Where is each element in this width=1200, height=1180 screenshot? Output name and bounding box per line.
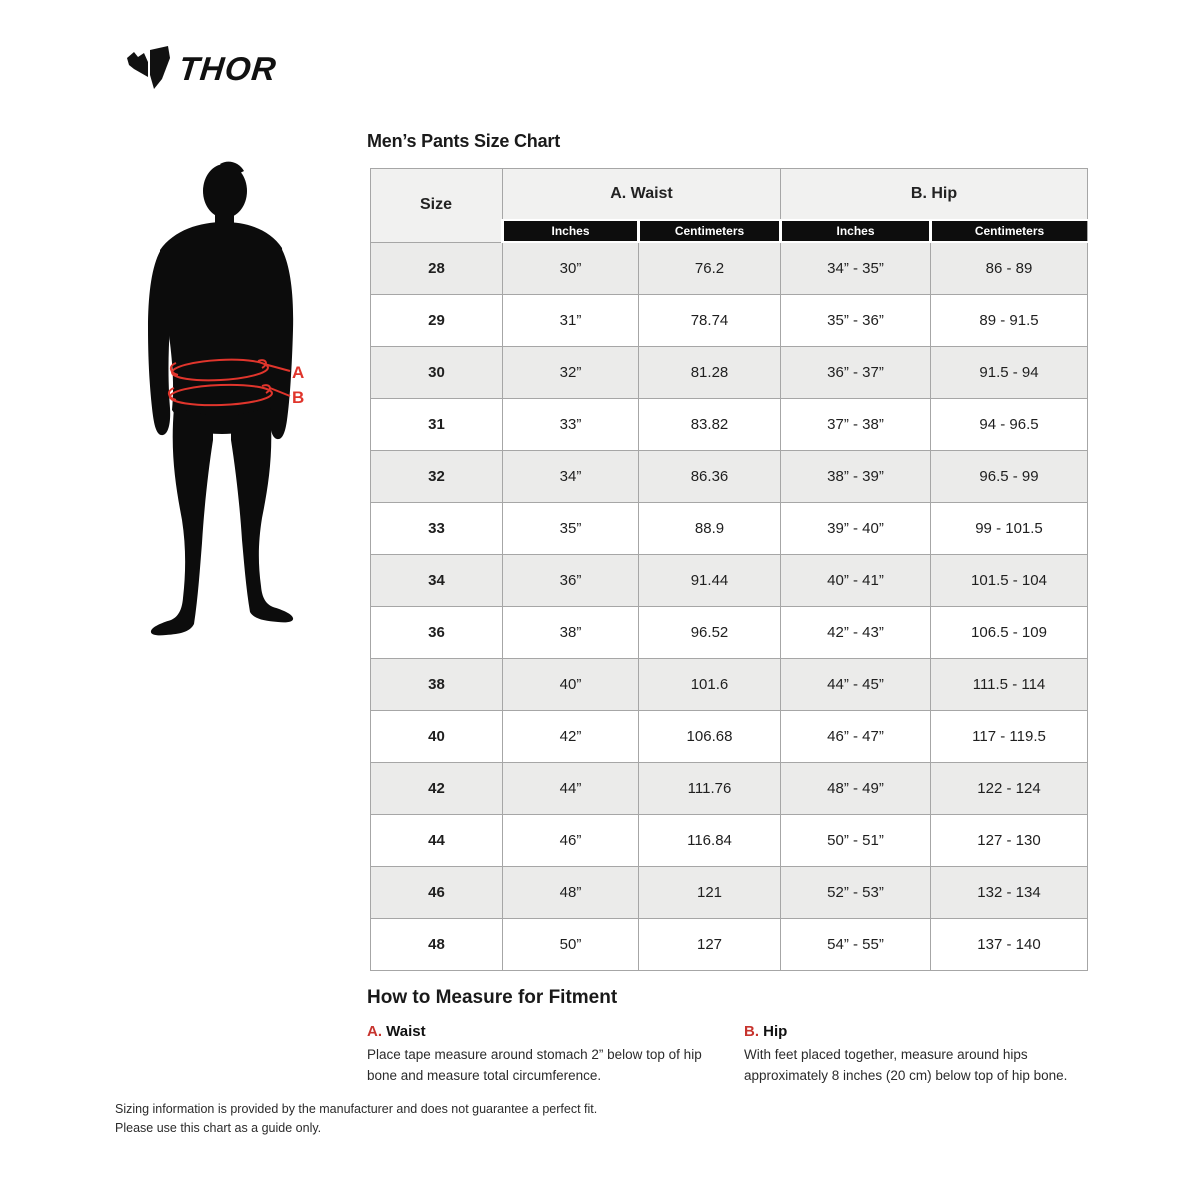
waist-centimeters-cell: 88.9 xyxy=(639,503,781,555)
size-cell: 36 xyxy=(371,607,503,659)
subheader-hip-inches: Inches xyxy=(781,220,931,242)
size-table-body xyxy=(371,242,1088,971)
waist-centimeters-cell: 111.76 xyxy=(639,763,781,815)
waist-inches-cell: 31” xyxy=(503,295,639,347)
waist-inches-cell: 32” xyxy=(503,347,639,399)
size-cell: 30 xyxy=(371,347,503,399)
disclaimer-line-2: Please use this chart as a guide only. xyxy=(115,1121,322,1136)
hip-inches-cell: 40” - 41” xyxy=(781,555,931,607)
hip-centimeters-cell: 91.5 - 94 xyxy=(931,347,1088,399)
subheader-waist-centimeters: Centimeters xyxy=(639,220,781,242)
hip-centimeters-cell: 117 - 119.5 xyxy=(931,711,1088,763)
brand-wordmark: THOR xyxy=(177,50,279,87)
waist-centimeters-cell: 76.2 xyxy=(639,242,781,295)
measure-waist-name: Waist xyxy=(386,1023,426,1040)
hip-centimeters-cell: 94 - 96.5 xyxy=(931,399,1088,451)
table-row xyxy=(371,451,1088,503)
waist-inches-cell: 50” xyxy=(503,919,639,971)
waist-centimeters-cell: 101.6 xyxy=(639,659,781,711)
hip-centimeters-cell: 111.5 - 114 xyxy=(931,659,1088,711)
size-cell: 40 xyxy=(371,711,503,763)
size-chart-table xyxy=(370,168,1088,971)
size-cell: 48 xyxy=(371,919,503,971)
measure-instructions-waist xyxy=(367,1023,735,1087)
table-row xyxy=(371,295,1088,347)
waist-inches-cell: 34” xyxy=(503,451,639,503)
thor-emblem-icon xyxy=(125,44,171,94)
page-title: Men’s Pants Size Chart xyxy=(367,131,560,151)
subheader-hip-centimeters: Centimeters xyxy=(931,220,1088,242)
size-cell: 38 xyxy=(371,659,503,711)
measure-hip-key: B. xyxy=(744,1023,759,1040)
hip-inches-cell: 54” - 55” xyxy=(781,919,931,971)
waist-centimeters-cell: 86.36 xyxy=(639,451,781,503)
size-cell: 34 xyxy=(371,555,503,607)
hip-inches-cell: 34” - 35” xyxy=(781,242,931,295)
measure-instructions-hip xyxy=(744,1023,1096,1087)
table-row xyxy=(371,347,1088,399)
column-header-waist: A. Waist xyxy=(503,169,781,221)
howto-title: How to Measure for Fitment xyxy=(367,987,618,1008)
hip-centimeters-cell: 99 - 101.5 xyxy=(931,503,1088,555)
waist-centimeters-cell: 81.28 xyxy=(639,347,781,399)
hip-inches-cell: 35” - 36” xyxy=(781,295,931,347)
measure-waist-key: A. xyxy=(367,1023,382,1040)
table-row xyxy=(371,763,1088,815)
size-cell: 29 xyxy=(371,295,503,347)
waist-centimeters-cell: 83.82 xyxy=(639,399,781,451)
waist-centimeters-cell: 106.68 xyxy=(639,711,781,763)
table-row xyxy=(371,399,1088,451)
waist-centimeters-cell: 116.84 xyxy=(639,815,781,867)
waist-inches-cell: 38” xyxy=(503,607,639,659)
waist-inches-cell: 48” xyxy=(503,867,639,919)
waist-centimeters-cell: 78.74 xyxy=(639,295,781,347)
column-header-size: Size xyxy=(371,169,503,243)
hip-inches-cell: 39” - 40” xyxy=(781,503,931,555)
hip-centimeters-cell: 127 - 130 xyxy=(931,815,1088,867)
hip-inches-cell: 37” - 38” xyxy=(781,399,931,451)
size-cell: 31 xyxy=(371,399,503,451)
waist-label-a: A xyxy=(292,363,305,382)
hip-centimeters-cell: 122 - 124 xyxy=(931,763,1088,815)
hip-inches-cell: 38” - 39” xyxy=(781,451,931,503)
size-cell: 42 xyxy=(371,763,503,815)
hip-inches-cell: 42” - 43” xyxy=(781,607,931,659)
table-row xyxy=(371,607,1088,659)
disclaimer-line-1: Sizing information is provided by the manufacturer and does not guarantee a perfect fit. xyxy=(115,1102,598,1116)
waist-inches-cell: 30” xyxy=(503,242,639,295)
table-row xyxy=(371,555,1088,607)
size-cell: 28 xyxy=(371,242,503,295)
hip-inches-cell: 36” - 37” xyxy=(781,347,931,399)
hip-inches-cell: 46” - 47” xyxy=(781,711,931,763)
waist-centimeters-cell: 121 xyxy=(639,867,781,919)
subheader-waist-inches: Inches xyxy=(503,220,639,242)
waist-inches-cell: 46” xyxy=(503,815,639,867)
waist-inches-cell: 42” xyxy=(503,711,639,763)
waist-centimeters-cell: 127 xyxy=(639,919,781,971)
size-cell: 32 xyxy=(371,451,503,503)
measure-waist-text: Place tape measure around stomach 2” below top of hip bone and measure total circumference. xyxy=(367,1047,702,1084)
hip-inches-cell: 48” - 49” xyxy=(781,763,931,815)
measure-hip-heading xyxy=(744,1023,1096,1040)
size-cell: 44 xyxy=(371,815,503,867)
hip-inches-cell: 52” - 53” xyxy=(781,867,931,919)
table-row xyxy=(371,919,1088,971)
waist-inches-cell: 33” xyxy=(503,399,639,451)
column-header-hip: B. Hip xyxy=(781,169,1088,221)
table-row xyxy=(371,867,1088,919)
table-row xyxy=(371,242,1088,295)
brand-logo xyxy=(125,44,277,94)
hip-inches-cell: 50” - 51” xyxy=(781,815,931,867)
hip-centimeters-cell: 89 - 91.5 xyxy=(931,295,1088,347)
waist-centimeters-cell: 91.44 xyxy=(639,555,781,607)
measure-hip-name: Hip xyxy=(763,1023,788,1040)
sizing-disclaimer xyxy=(115,1100,597,1139)
hip-centimeters-cell: 132 - 134 xyxy=(931,867,1088,919)
hip-label-b: B xyxy=(292,388,305,407)
hip-inches-cell: 44” - 45” xyxy=(781,659,931,711)
waist-centimeters-cell: 96.52 xyxy=(639,607,781,659)
measure-hip-text: With feet placed together, measure around hips approximately 8 inches (20 cm) below top of hip bone. xyxy=(744,1047,1068,1084)
measure-waist-heading xyxy=(367,1023,735,1040)
table-row xyxy=(371,711,1088,763)
hip-centimeters-cell: 101.5 - 104 xyxy=(931,555,1088,607)
table-row xyxy=(371,503,1088,555)
hip-centimeters-cell: 86 - 89 xyxy=(931,242,1088,295)
waist-inches-cell: 35” xyxy=(503,503,639,555)
hip-centimeters-cell: 137 - 140 xyxy=(931,919,1088,971)
table-row xyxy=(371,815,1088,867)
waist-inches-cell: 40” xyxy=(503,659,639,711)
waist-inches-cell: 36” xyxy=(503,555,639,607)
hip-centimeters-cell: 96.5 - 99 xyxy=(931,451,1088,503)
body-silhouette-figure xyxy=(140,158,315,663)
size-cell: 33 xyxy=(371,503,503,555)
table-row xyxy=(371,659,1088,711)
size-cell: 46 xyxy=(371,867,503,919)
hip-centimeters-cell: 106.5 - 109 xyxy=(931,607,1088,659)
waist-inches-cell: 44” xyxy=(503,763,639,815)
